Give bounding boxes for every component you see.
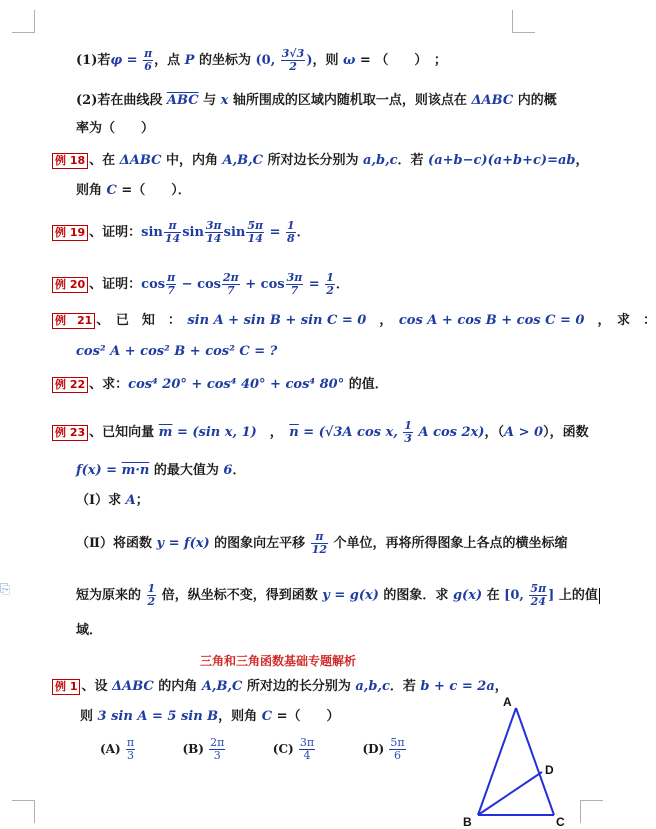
- example-1-tag: 例 1: [52, 679, 80, 695]
- example-18-line-2: 则角 C =（ ）．: [76, 183, 191, 198]
- segment-bd: [478, 772, 542, 815]
- example-23-line-1: 例 23 、已知向量 $\overline{m} = (\sin$ x, 1) ， $\overline{n} = (√3A$ cos x, $\frac{1}{3}$ A cos 2x)，（A > 0），函数: [52, 420, 589, 445]
- vertex-label-d: D: [545, 763, 554, 777]
- problem-part-1: (1)若φ = $\frac{\pi}{6}$ ，点 P 的坐标为 (0, $\frac{3√3}{2}$ )，则 ω = （ ） ；: [76, 47, 447, 73]
- option-b[interactable]: (B) $\frac{2\pi}{3}$: [182, 736, 225, 762]
- example-19-tag: 例 19: [52, 225, 88, 241]
- example-21-tag: 例 21: [52, 313, 95, 329]
- paste-options-icon[interactable]: ⎘: [0, 582, 11, 597]
- example-1-line-2: 则 3 sin A = 5 sin B，则角 C =（ ）: [80, 709, 340, 724]
- vertex-label-b: B: [463, 815, 472, 829]
- example-18-tag: 例 18: [52, 153, 88, 169]
- problem-part-2-line-2: 率为（ ）: [76, 121, 155, 136]
- example-20-tag: 例 20: [52, 277, 88, 293]
- example-23-tag: 例 23: [52, 425, 88, 441]
- triangle-abc: [478, 708, 554, 815]
- problem-part-2-line-1: (2)若在曲线段 $\overline{ABC}$ 与 x 轴所围成的区域内随机取一点，则该点在 ΔABC 内的概: [76, 93, 557, 108]
- vertex-label-a: A: [503, 695, 512, 709]
- option-d[interactable]: (D) $\frac{5\pi}{6}$: [362, 736, 405, 762]
- example-21-line-2: cos² A + cos² B + cos² C = ?: [76, 344, 278, 359]
- example-22: 例 22 、求：cos⁴ 20° + cos⁴ 40° + cos⁴ 80° 的值．: [52, 376, 388, 394]
- option-c[interactable]: (C) $\frac{3\pi}{4}$: [272, 736, 315, 762]
- example-1-line-1: 例 1 、设 ΔABC 的内角 A,B,C 所对边的长分别为 a,b,c．若 b + c = 2a，: [52, 678, 508, 696]
- example-19: 例 19 、证明：sin $\frac{\pi}{14}$ sin $\frac{3\pi}{14}$ sin $\frac{5\pi}{14}$ = $\frac{1}{8}$ ．: [52, 220, 310, 245]
- example-23-part-2-line-3: 域．: [76, 623, 103, 638]
- example-23-part-1: （Ⅰ）求 A；: [76, 493, 149, 508]
- section-heading: 三角和三角函数基础专题解析: [200, 654, 357, 668]
- example-20: 例 20 、证明：cos $\frac{\pi}{7}$ − cos $\frac{2\pi}{7}$ + cos $\frac{3\pi}{7}$ = $\frac{1}{2}$ ．: [52, 272, 349, 297]
- example-23-line-2: f(x) = m·n 的最大值为 6．: [76, 463, 246, 478]
- fraction-pi-over-6: $\frac{\pi}{6}$: [144, 47, 153, 73]
- example-23-part-2-line-1: （Ⅱ）将函数 y = f(x) 的图象向左平移 $\frac{\pi}{12}$ 个单位，再将所得图象上各点的横坐标缩: [76, 530, 568, 556]
- example-22-tag: 例 22: [52, 377, 88, 393]
- example-21-line-1: 例 21 、 已 知 ： sin A + sin B + sin C = 0 ， cos A + cos B + cos C = 0 ， 求 ：: [52, 312, 656, 330]
- option-a[interactable]: (A) $\frac{\pi}{3}$: [100, 736, 135, 762]
- example-18-line-1: 例 18 、在 ΔABC 中，内角 A,B,C 所对边长分别为 a,b,c．若 (a+b−c)(a+b+c)=ab，: [52, 152, 589, 170]
- vertex-label-c: C: [556, 815, 565, 829]
- fraction-3sqrt3-over-2: $\frac{3√3}{2}$: [281, 47, 305, 73]
- example-23-part-2-line-2: 短为原来的 $\frac{1}{2}$ 倍，纵坐标不变，得到函数 y = g(x) 的图象．求 g(x) 在 [0, $\frac{5\pi}{24}$ ] 上的值: [76, 582, 598, 608]
